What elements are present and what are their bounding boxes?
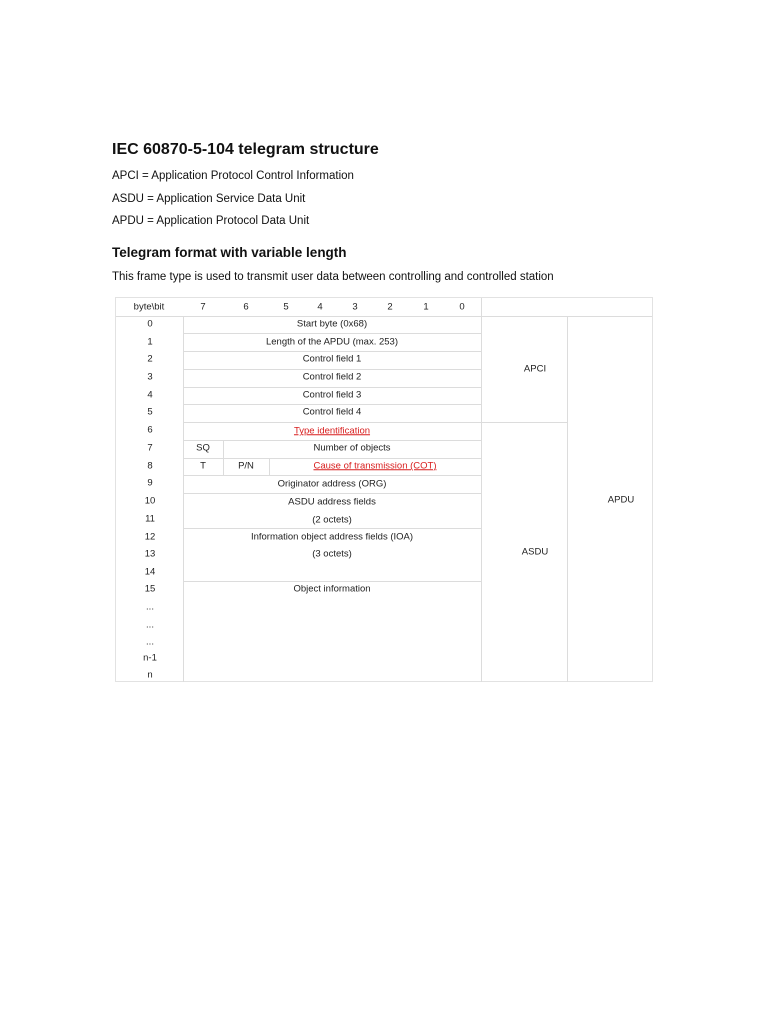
byte-number: n xyxy=(147,669,153,681)
page-title: IEC 60870-5-104 telegram structure xyxy=(112,141,379,158)
byte-number: 13 xyxy=(144,548,156,560)
asdu-address-size: (2 octets) xyxy=(312,514,352,526)
control-field-4: Control field 4 xyxy=(302,406,362,418)
row-divider xyxy=(183,528,481,529)
byte-number: ... xyxy=(146,619,154,631)
apdu-group-label: APDU xyxy=(607,494,635,506)
definition-apci: APCI = Application Protocol Control Information xyxy=(112,170,354,182)
row-divider xyxy=(183,493,481,494)
asdu-address-field: ASDU address fields xyxy=(288,496,376,508)
section-heading: Telegram format with variable length xyxy=(112,245,347,260)
byte-number: 7 xyxy=(147,442,153,454)
byte-number: 12 xyxy=(144,531,156,543)
row-divider xyxy=(183,458,481,459)
byte-number: 5 xyxy=(147,406,153,418)
bit-header: 2 xyxy=(387,301,393,313)
byte-number: 11 xyxy=(145,513,155,525)
byte-number: 15 xyxy=(144,583,156,595)
start-byte-field: Start byte (0x68) xyxy=(296,318,368,330)
bit-header: 1 xyxy=(423,301,429,313)
row-divider xyxy=(183,581,481,582)
ioa-field: Information object address fields (IOA) xyxy=(250,531,414,543)
control-field-3: Control field 3 xyxy=(302,389,362,401)
byte-number: 6 xyxy=(147,424,153,436)
control-field-1: Control field 1 xyxy=(302,353,362,365)
byte-number: 9 xyxy=(147,477,153,489)
row-divider xyxy=(183,422,481,423)
definition-asdu: ASDU = Application Service Data Unit xyxy=(112,193,306,205)
byte-column-divider xyxy=(183,316,184,682)
bit-divider xyxy=(269,458,270,475)
section-intro: This frame type is used to transmit user data between controlling and controlled station xyxy=(112,271,554,283)
definition-apdu: APDU = Application Protocol Data Unit xyxy=(112,215,310,227)
telegram-table xyxy=(115,297,653,682)
row-divider xyxy=(183,333,481,334)
row-divider xyxy=(183,475,481,476)
originator-address-field: Originator address (ORG) xyxy=(277,478,387,490)
byte-number: 2 xyxy=(147,353,153,365)
bit-divider xyxy=(223,440,224,475)
bit-header: 3 xyxy=(352,301,358,313)
bit-header: 6 xyxy=(243,301,249,313)
row-divider xyxy=(183,351,481,352)
ioa-size: (3 octets) xyxy=(312,548,352,560)
byte-number: 14 xyxy=(144,566,156,578)
row-divider xyxy=(183,404,481,405)
bit-header: 0 xyxy=(459,301,465,313)
bit-header: 4 xyxy=(317,301,323,313)
byte-number: 1 xyxy=(147,336,153,348)
bit-header: 5 xyxy=(283,301,289,313)
cause-of-transmission-link[interactable]: Cause of transmission (COT) xyxy=(313,460,437,472)
corner-header: byte\bit xyxy=(133,301,165,313)
length-field: Length of the APDU (max. 253) xyxy=(265,336,399,348)
t-field: T xyxy=(200,460,206,472)
byte-number: 10 xyxy=(144,495,156,507)
row-divider xyxy=(183,369,481,370)
row-divider xyxy=(183,387,481,388)
header-divider xyxy=(116,316,652,317)
byte-number: 4 xyxy=(147,389,153,401)
sq-field: SQ xyxy=(196,442,210,454)
apci-asdu-divider xyxy=(482,422,567,423)
row-divider xyxy=(183,440,481,441)
byte-number: 0 xyxy=(147,318,153,330)
byte-number: n-1 xyxy=(143,652,157,664)
control-field-2: Control field 2 xyxy=(302,371,362,383)
byte-number: 3 xyxy=(147,371,153,383)
object-information-field: Object information xyxy=(293,583,371,595)
fields-right-divider xyxy=(481,298,482,682)
byte-number: ... xyxy=(146,601,154,613)
pn-field: P/N xyxy=(238,460,254,472)
type-identification-link[interactable]: Type identification xyxy=(293,425,371,437)
bit-header: 7 xyxy=(200,301,206,313)
byte-number: ... xyxy=(146,636,154,648)
group-column-divider xyxy=(567,316,568,682)
asdu-group-label: ASDU xyxy=(521,546,549,558)
apci-group-label: APCI xyxy=(523,363,547,375)
byte-number: 8 xyxy=(147,460,153,472)
number-of-objects-field: Number of objects xyxy=(313,442,391,454)
